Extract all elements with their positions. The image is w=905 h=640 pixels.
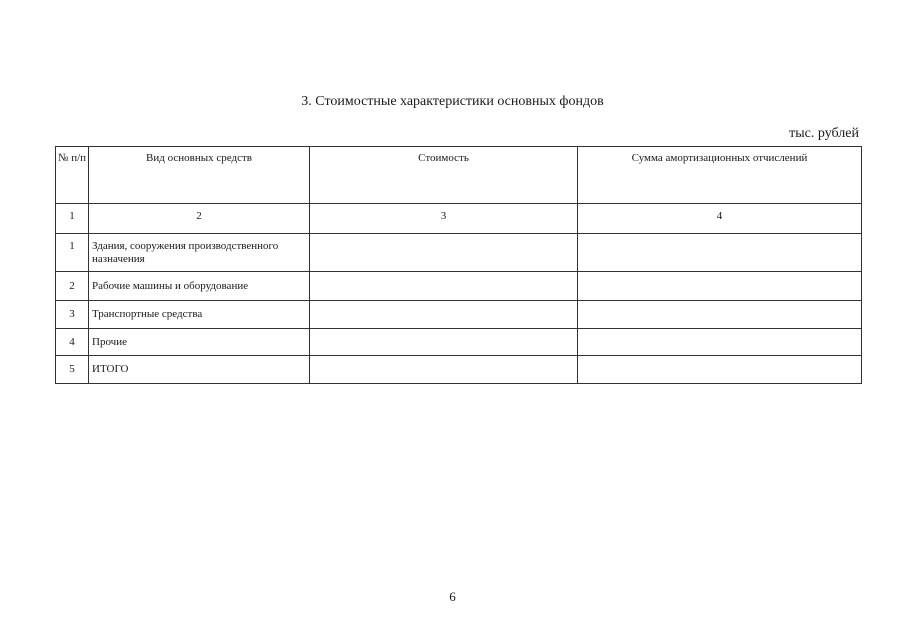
units-label: тыс. рублей <box>789 126 859 141</box>
header-asset-type: Вид основных средств <box>89 147 310 204</box>
row-cost-cell <box>310 329 578 356</box>
table-row <box>56 272 862 301</box>
table-row <box>56 329 862 356</box>
row-depreciation-cell <box>578 301 862 329</box>
row-depreciation-cell <box>578 356 862 384</box>
row-number: 1 <box>56 234 89 272</box>
header-depreciation: Сумма амортизационных отчислений <box>578 147 862 204</box>
row-depreciation-cell <box>578 234 862 272</box>
column-number-2: 2 <box>89 204 310 234</box>
column-numbers-row <box>56 204 862 234</box>
row-cost-cell <box>310 234 578 272</box>
table-row <box>56 301 862 329</box>
row-asset-name: Рабочие машины и оборудование <box>89 272 310 301</box>
row-depreciation-cell <box>578 272 862 301</box>
row-asset-name: Прочие <box>89 329 310 356</box>
row-number: 2 <box>56 272 89 301</box>
document-title: 3. Стоимостные характеристики основных фондов <box>301 94 604 109</box>
row-asset-name: ИТОГО <box>89 356 310 384</box>
column-number-3: 3 <box>310 204 578 234</box>
row-number: 3 <box>56 301 89 329</box>
row-asset-name: Здания, сооружения производственного назначения <box>89 234 310 272</box>
fixed-assets-table <box>55 146 862 384</box>
page-number: 6 <box>449 589 456 604</box>
row-number: 5 <box>56 356 89 384</box>
row-cost-cell <box>310 272 578 301</box>
row-cost-cell <box>310 301 578 329</box>
header-cost: Стоимость <box>310 147 578 204</box>
table-header-row <box>56 147 862 204</box>
row-asset-name: Транспортные средства <box>89 301 310 329</box>
table-row-total <box>56 356 862 384</box>
header-number: № п/п <box>56 147 89 204</box>
column-number-1: 1 <box>56 204 89 234</box>
row-depreciation-cell <box>578 329 862 356</box>
column-number-4: 4 <box>578 204 862 234</box>
row-number: 4 <box>56 329 89 356</box>
table-row <box>56 234 862 272</box>
row-cost-cell <box>310 356 578 384</box>
